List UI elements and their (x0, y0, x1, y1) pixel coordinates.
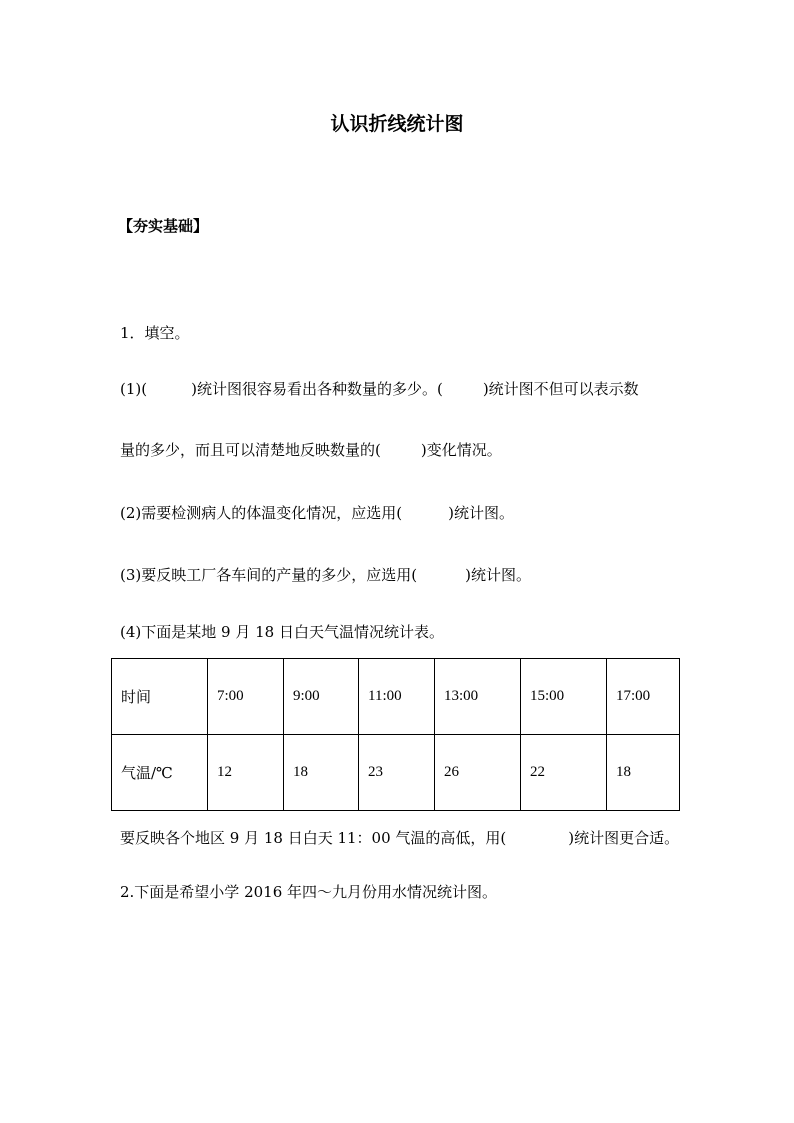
q1-1-text-e: )变化情况。 (420, 441, 502, 459)
question-1-2 (120, 503, 514, 523)
section-heading: 【夯实基础】 (118, 217, 209, 235)
table-cell: 12 (208, 735, 284, 811)
question-1-4-followup (120, 828, 679, 848)
table-row (112, 735, 680, 811)
question-1-1-line-1 (120, 379, 639, 399)
table-header-cell: 17:00 (607, 659, 680, 735)
question-1-3 (120, 565, 531, 585)
q1-2-text-b: )统计图。 (448, 504, 514, 522)
table-cell: 26 (435, 735, 521, 811)
table-cell: 18 (284, 735, 359, 811)
table-cell: 23 (359, 735, 435, 811)
question-1-label: 1．填空。 (120, 324, 190, 342)
question-2-label: 2.下面是希望小学 2016 年四～九月份用水情况统计图。 (120, 883, 498, 901)
q1-1-text-c: )统计图不但可以表示数 (482, 380, 639, 398)
table-cell: 气温/℃ (112, 735, 208, 811)
table-header-cell: 7:00 (208, 659, 284, 735)
table-header-cell: 11:00 (359, 659, 435, 735)
table-header-cell: 13:00 (435, 659, 521, 735)
q1-4-text-a: 要反映各个地区 9 月 18 日白天 11：00 气温的高低，用( (120, 829, 507, 847)
table-header-cell: 时间 (112, 659, 208, 735)
temperature-table (111, 658, 680, 811)
page-title: 认识折线统计图 (330, 113, 464, 135)
q1-3-text-b: )统计图。 (465, 566, 531, 584)
q1-1-text-d: 量的多少，而且可以清楚地反映数量的( (120, 441, 381, 459)
q1-3-text-a: (3)要反映工厂各车间的产量的多少，应选用( (120, 566, 418, 584)
question-1-1-line-2 (120, 440, 502, 460)
question-1-4: (4)下面是某地 9 月 18 日白天气温情况统计表。 (120, 623, 444, 641)
table-header-cell: 9:00 (284, 659, 359, 735)
q1-4-text-b: )统计图更合适。 (568, 829, 680, 847)
table-row (112, 659, 680, 735)
q1-2-text-a: (2)需要检测病人的体温变化情况，应选用( (120, 504, 403, 522)
table-cell: 22 (521, 735, 607, 811)
q1-1-text-a: (1)( (120, 380, 148, 398)
q1-1-text-b: )统计图很容易看出各种数量的多少。( (191, 380, 443, 398)
table-header-cell: 15:00 (521, 659, 607, 735)
table-cell: 18 (607, 735, 680, 811)
